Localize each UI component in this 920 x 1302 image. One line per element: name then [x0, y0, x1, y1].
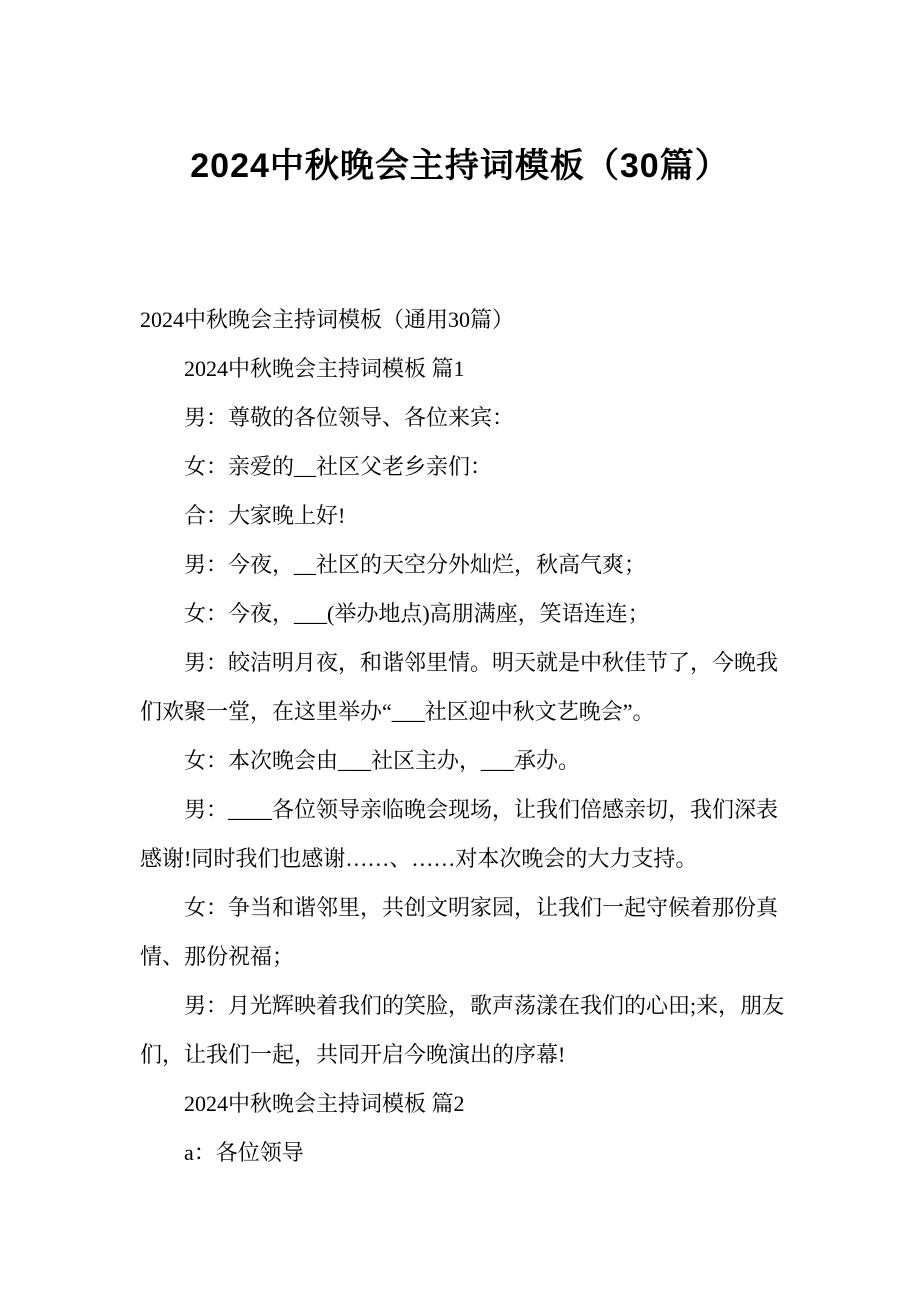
paragraph: 女：亲爱的__社区父老乡亲们： — [184, 454, 493, 479]
paragraph: 2024中秋晚会主持词模板 篇1 — [184, 356, 465, 381]
paragraph: 合：大家晚上好! — [184, 503, 346, 528]
paragraph: a：各位领导 — [184, 1140, 304, 1165]
document-body — [140, 295, 790, 1177]
paragraph: 2024中秋晚会主持词模板 篇2 — [184, 1091, 465, 1116]
paragraph: 男：月光辉映着我们的笑脸，歌声荡漾在我们的心田;来，朋友们，让我们一起，共同开启今晚演出的序幕! — [140, 993, 785, 1067]
paragraph: 男：今夜，__社区的天空分外灿烂，秋高气爽； — [184, 552, 647, 577]
paragraph: 男：皎洁明月夜，和谐邻里情。明天就是中秋佳节了，今晚我们欢聚一堂，在这里举办“___社区迎中秋文艺晚会”。 — [140, 650, 779, 724]
paragraph: 女：本次晚会由___社区主办，___承办。 — [184, 748, 581, 773]
paragraph: 男：尊敬的各位领导、各位来宾： — [184, 405, 515, 430]
paragraph: 女：今夜，___(举办地点)高朋满座，笑语连连； — [184, 601, 650, 626]
paragraph: 女：争当和谐邻里，共创文明家园，让我们一起守候着那份真情、那份祝福； — [140, 895, 779, 969]
paragraph: 男：____各位领导亲临晚会现场，让我们倍感亲切，我们深表感谢!同时我们也感谢……、……对本次晚会的大力支持。 — [140, 797, 779, 871]
paragraph: 2024中秋晚会主持词模板（通用30篇） — [140, 307, 515, 332]
document-title: 2024中秋晚会主持词模板（30篇） — [190, 147, 730, 185]
